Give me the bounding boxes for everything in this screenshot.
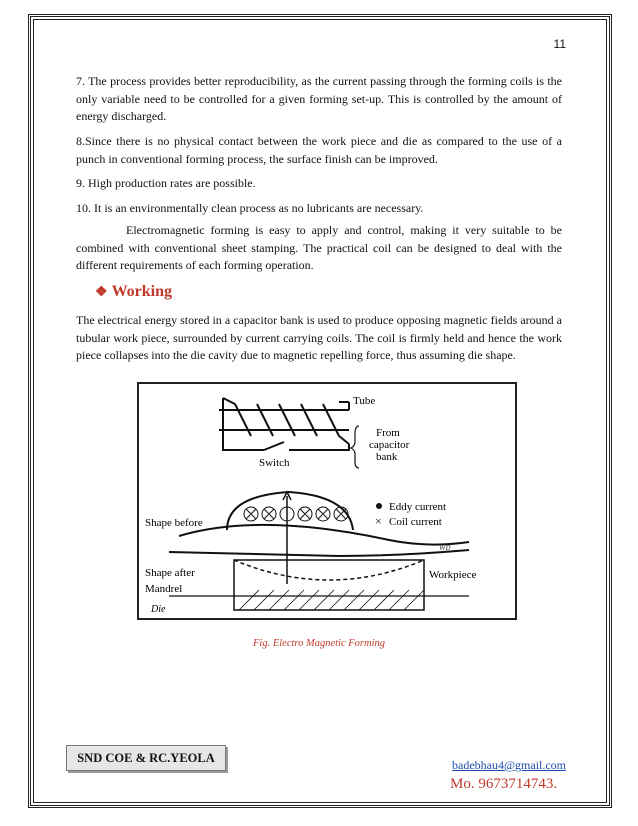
section-heading-working: [95, 283, 172, 301]
diamond-bullet-icon: ❖: [95, 285, 108, 300]
figure-caption: Fig. Electro Magnetic Forming: [253, 638, 385, 649]
label-mandrel: Mandrel: [145, 583, 183, 595]
label-switch: Switch: [259, 457, 290, 469]
em-forming-diagram: [139, 384, 515, 618]
label-coil-current: Coil current: [389, 516, 442, 528]
working-paragraph: The electrical energy stored in a capacitor bank is used to produce opposing magnetic fields around a tubular work piece, surrounded by current carrying coils. The coil is firmly held and hence the work piece collapses into the die cavity due to magnetic repelling force, thus assuming die shape.: [76, 313, 562, 362]
section-heading-text: Working: [111, 283, 173, 300]
paragraph-10: 10. It is an environmentally clean process as no lubricants are necessary.: [76, 201, 424, 215]
footer-institute-box: [66, 745, 226, 771]
paragraph-7: 7. The process provides better reproducibility, as the current passing through the forming coils is the only variable need to be controlled for a given forming set-up. This is controlled by the amount of energy discharged.: [76, 74, 562, 123]
em-forming-figure: [137, 382, 517, 620]
paragraph-8: 8.Since there is no physical contact between the work piece and die as compared to the use of a punch in conventional forming process, the surface finish can be improved.: [76, 134, 562, 166]
coil-tube-assembly: [219, 398, 349, 450]
label-shape-after: Shape after: [145, 567, 195, 579]
paragraph-intro-em-forming: Electromagnetic forming is easy to apply and control, making it very suitable to be combined with conventional sheet stamping. The practical coil can be designed to deal with the different requirements of each forming operation.: [76, 223, 562, 272]
paragraph-9: 9. High production rates are possible.: [76, 176, 256, 190]
footer-mobile-number: Mo. 9673714743.: [450, 776, 558, 792]
footer-email-link[interactable]: badebhau4@gmail.com: [452, 758, 567, 772]
brace-symbol: [351, 426, 359, 468]
handwritten-note-die: Die: [151, 604, 166, 615]
label-tube: Tube: [353, 395, 376, 407]
label-from-capacitor-2: capacitor: [369, 439, 410, 451]
coil-current-x-icon: ×: [375, 514, 382, 528]
label-workpiece: Workpiece: [429, 569, 477, 581]
footer-institute-name: SND COE & RC.YEOLA: [77, 750, 215, 765]
label-eddy-current: Eddy current: [389, 501, 447, 513]
label-from-capacitor-1: From: [376, 427, 400, 439]
label-from-capacitor-3: bank: [376, 451, 398, 463]
page-number: 11: [553, 37, 566, 51]
handwritten-note-wp: wp: [439, 542, 451, 553]
eddy-current-dot-icon: [376, 503, 382, 509]
label-shape-before: Shape before: [145, 517, 203, 529]
